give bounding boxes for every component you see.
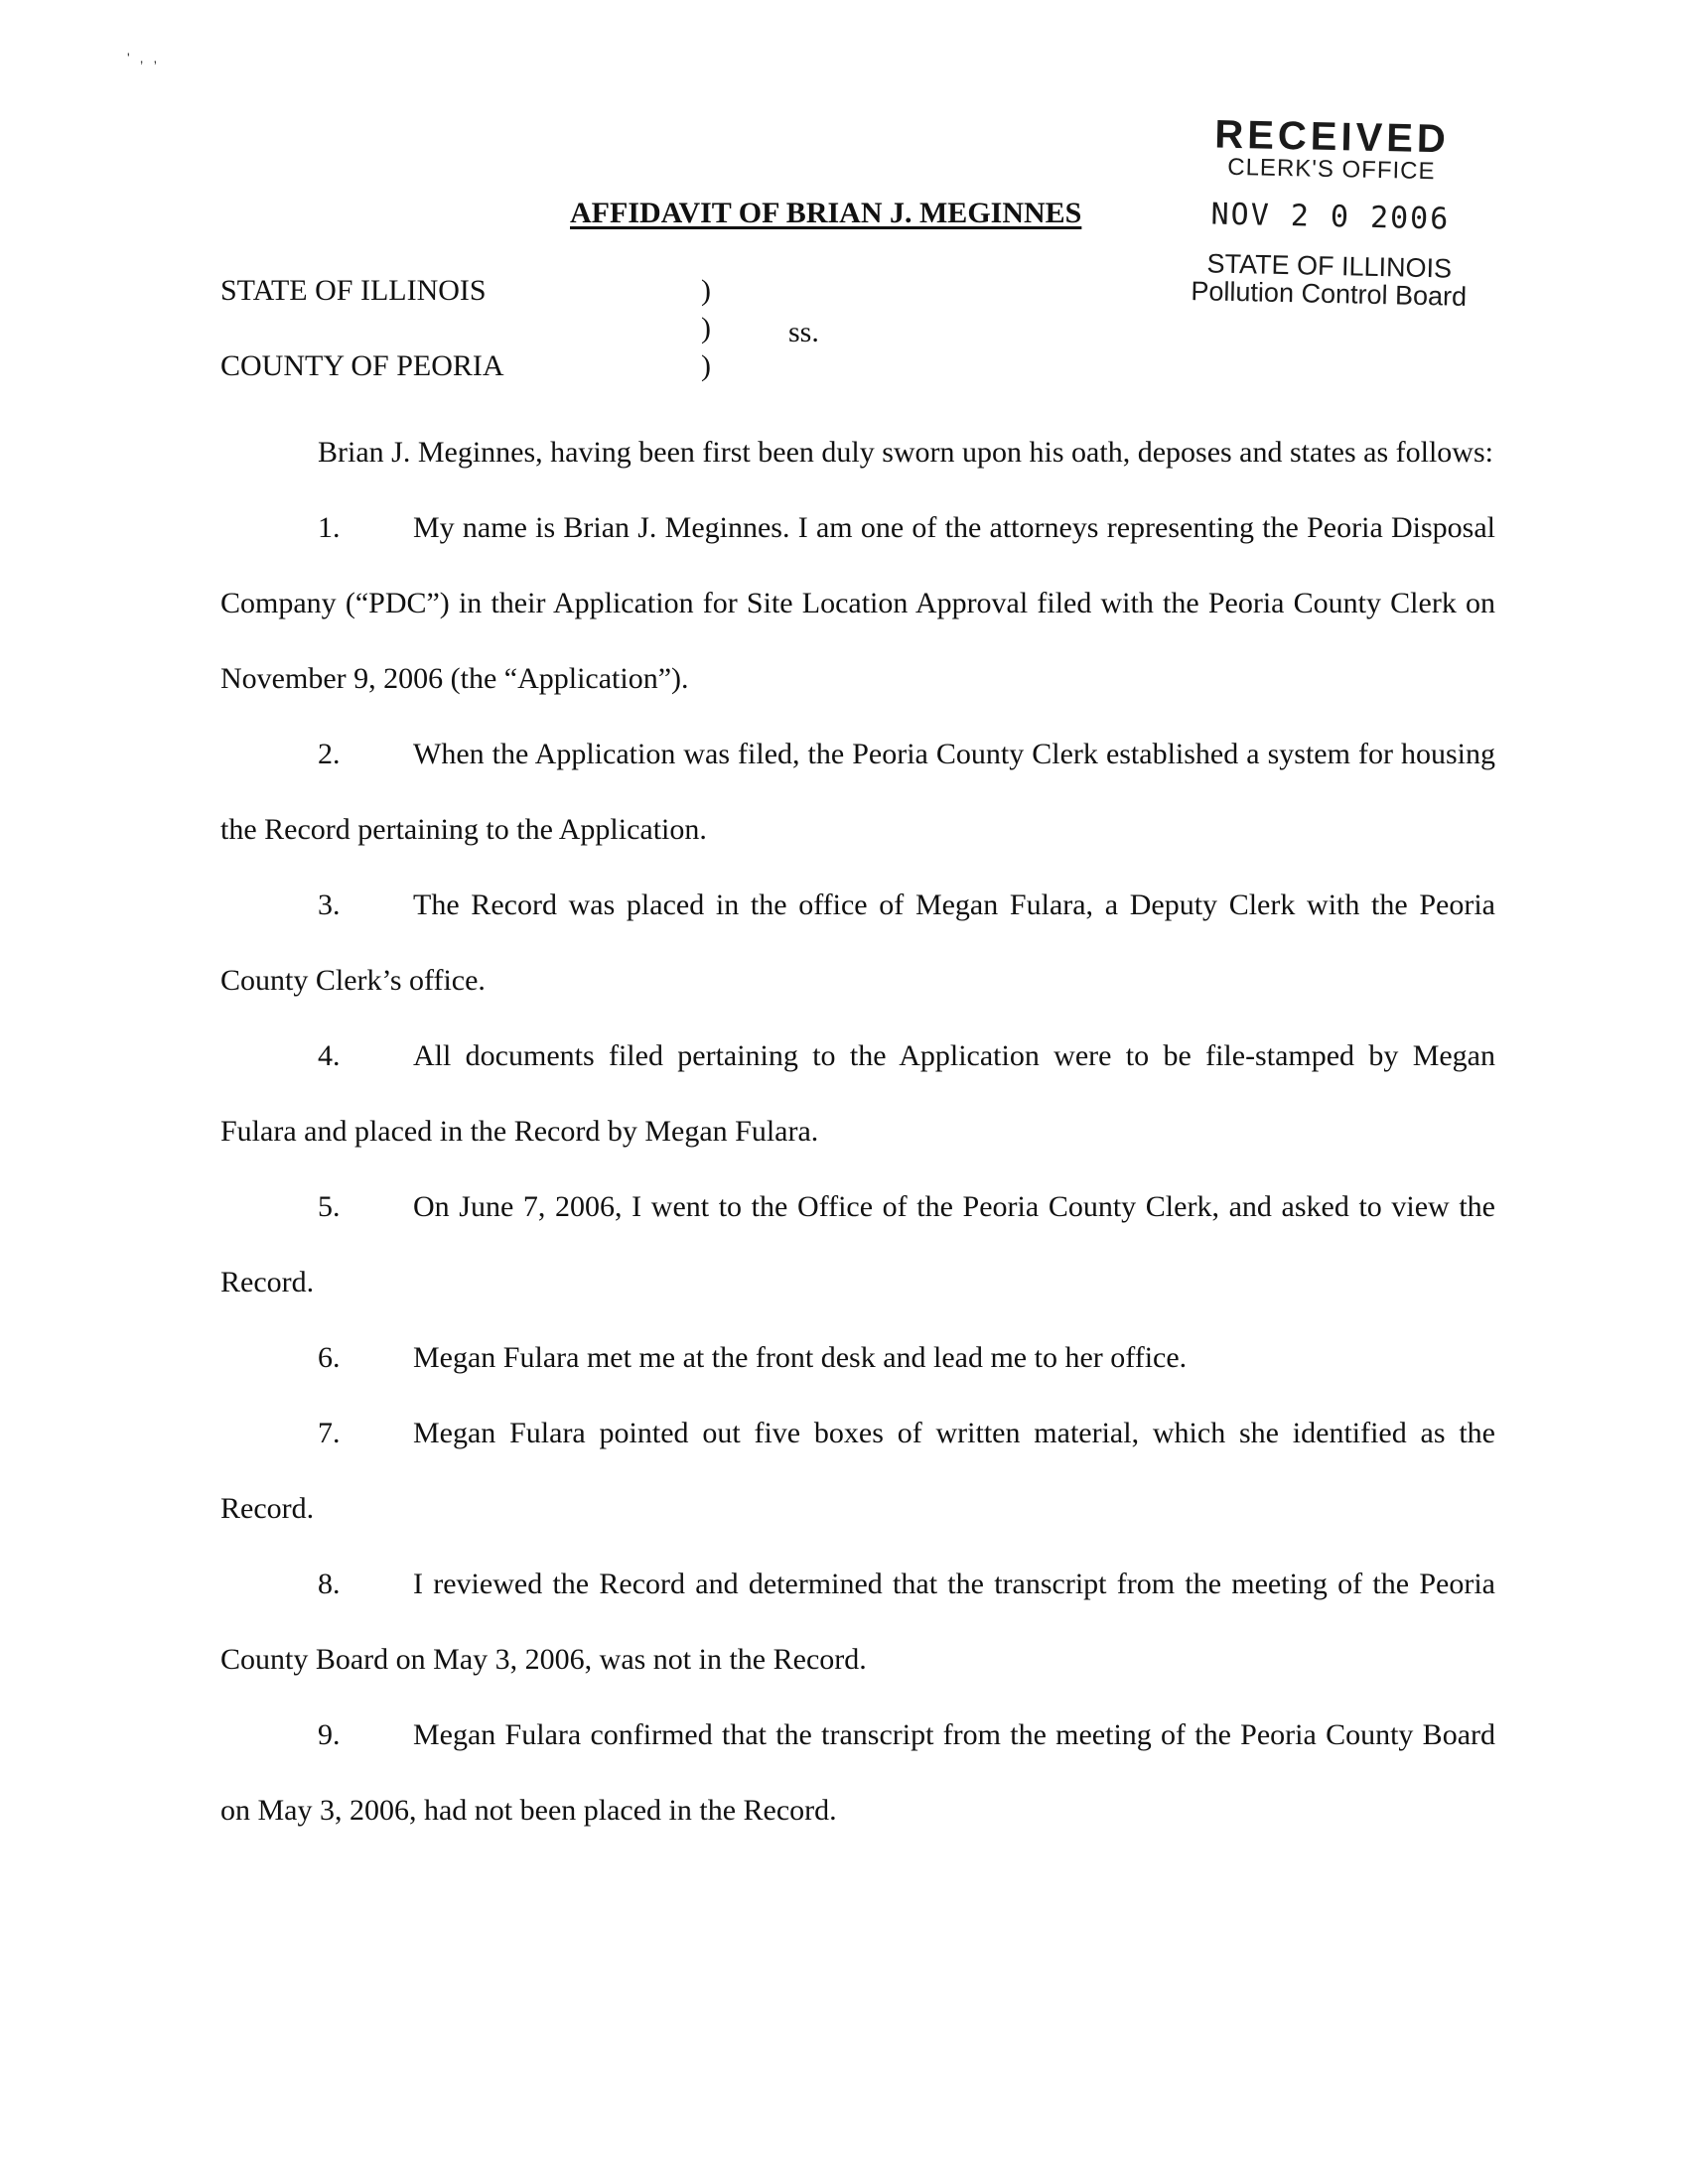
stamp-board: Pollution Control Board (1191, 276, 1468, 312)
numbered-paragraph-7 (220, 1396, 1495, 1547)
intro-paragraph: Brian J. Meginnes, having been first been duly sworn upon his oath, deposes and states as follows: (318, 436, 1493, 469)
paragraph-number: 3. (318, 888, 341, 921)
numbered-paragraph-2 (220, 717, 1495, 868)
paragraph-number: 6. (318, 1341, 341, 1374)
venue-paren-3: ) (701, 349, 711, 382)
paragraph-number: 1. (318, 511, 341, 544)
venue-ss: ss. (788, 316, 819, 348)
paragraph-number: 7. (318, 1417, 341, 1449)
stamp-state: STATE OF ILLINOIS (1206, 248, 1453, 284)
scan-artifact: ' , , (127, 50, 161, 66)
paragraph-text: Megan Fulara confirmed that the transcript from the meeting of the Peoria County Board on May 3, 2006, had not been placed in the Record. (220, 1718, 1495, 1827)
paragraph-number: 9. (318, 1718, 341, 1751)
paragraph-text: When the Application was filed, the Peoria County Clerk established a system for housing the Record pertaining to the Application. (220, 738, 1495, 846)
numbered-paragraph-6 (220, 1320, 1495, 1396)
affidavit-body (220, 415, 1495, 1848)
paragraph-text: My name is Brian J. Meginnes. I am one of the attorneys representing the Peoria Disposal Company (“PDC”) in their Application for Site Location Approval filed with the Peoria County Clerk on November 9, 2006 (the “Application”). (220, 511, 1495, 695)
paragraph-number: 8. (318, 1568, 341, 1600)
paragraph-number: 2. (318, 738, 341, 770)
numbered-paragraph-1 (220, 490, 1495, 717)
received-stamp (1140, 113, 1521, 312)
stamp-received: RECEIVED (1213, 112, 1451, 162)
paragraph-text: Megan Fulara met me at the front desk and lead me to her office. (413, 1341, 1188, 1374)
paragraph-text: The Record was placed in the office of Megan Fulara, a Deputy Clerk with the Peoria County Clerk’s office. (220, 888, 1495, 997)
paragraph-text: Megan Fulara pointed out five boxes of written material, which she identified as the Record. (220, 1417, 1495, 1525)
paragraph-text: I reviewed the Record and determined that the transcript from the meeting of the Peoria County Board on May 3, 2006, was not in the Record. (220, 1568, 1495, 1676)
document-title: AFFIDAVIT OF BRIAN J. MEGINNES (570, 197, 1082, 229)
venue-county: COUNTY OF PEORIA (220, 349, 504, 382)
stamp-office: CLERK'S OFFICE (1227, 153, 1436, 186)
venue-paren-2: ) (701, 312, 711, 344)
paragraph-number: 5. (318, 1190, 341, 1223)
numbered-paragraph-9 (220, 1698, 1495, 1848)
numbered-paragraph-4 (220, 1019, 1495, 1169)
numbered-paragraph-8 (220, 1547, 1495, 1698)
paragraph-text: All documents filed pertaining to the Application were to be file-stamped by Megan Fulara and placed in the Record by Megan Fulara. (220, 1039, 1495, 1148)
numbered-paragraph-5 (220, 1169, 1495, 1320)
numbered-paragraph-3 (220, 868, 1495, 1019)
paragraph-text: On June 7, 2006, I went to the Office of the Peoria County Clerk, and asked to view the Record. (220, 1190, 1495, 1298)
venue-paren-1: ) (701, 274, 711, 307)
stamp-date: NOV 2 0 2006 (1210, 197, 1451, 237)
venue-state: STATE OF ILLINOIS (220, 274, 487, 307)
paragraph-number: 4. (318, 1039, 341, 1072)
